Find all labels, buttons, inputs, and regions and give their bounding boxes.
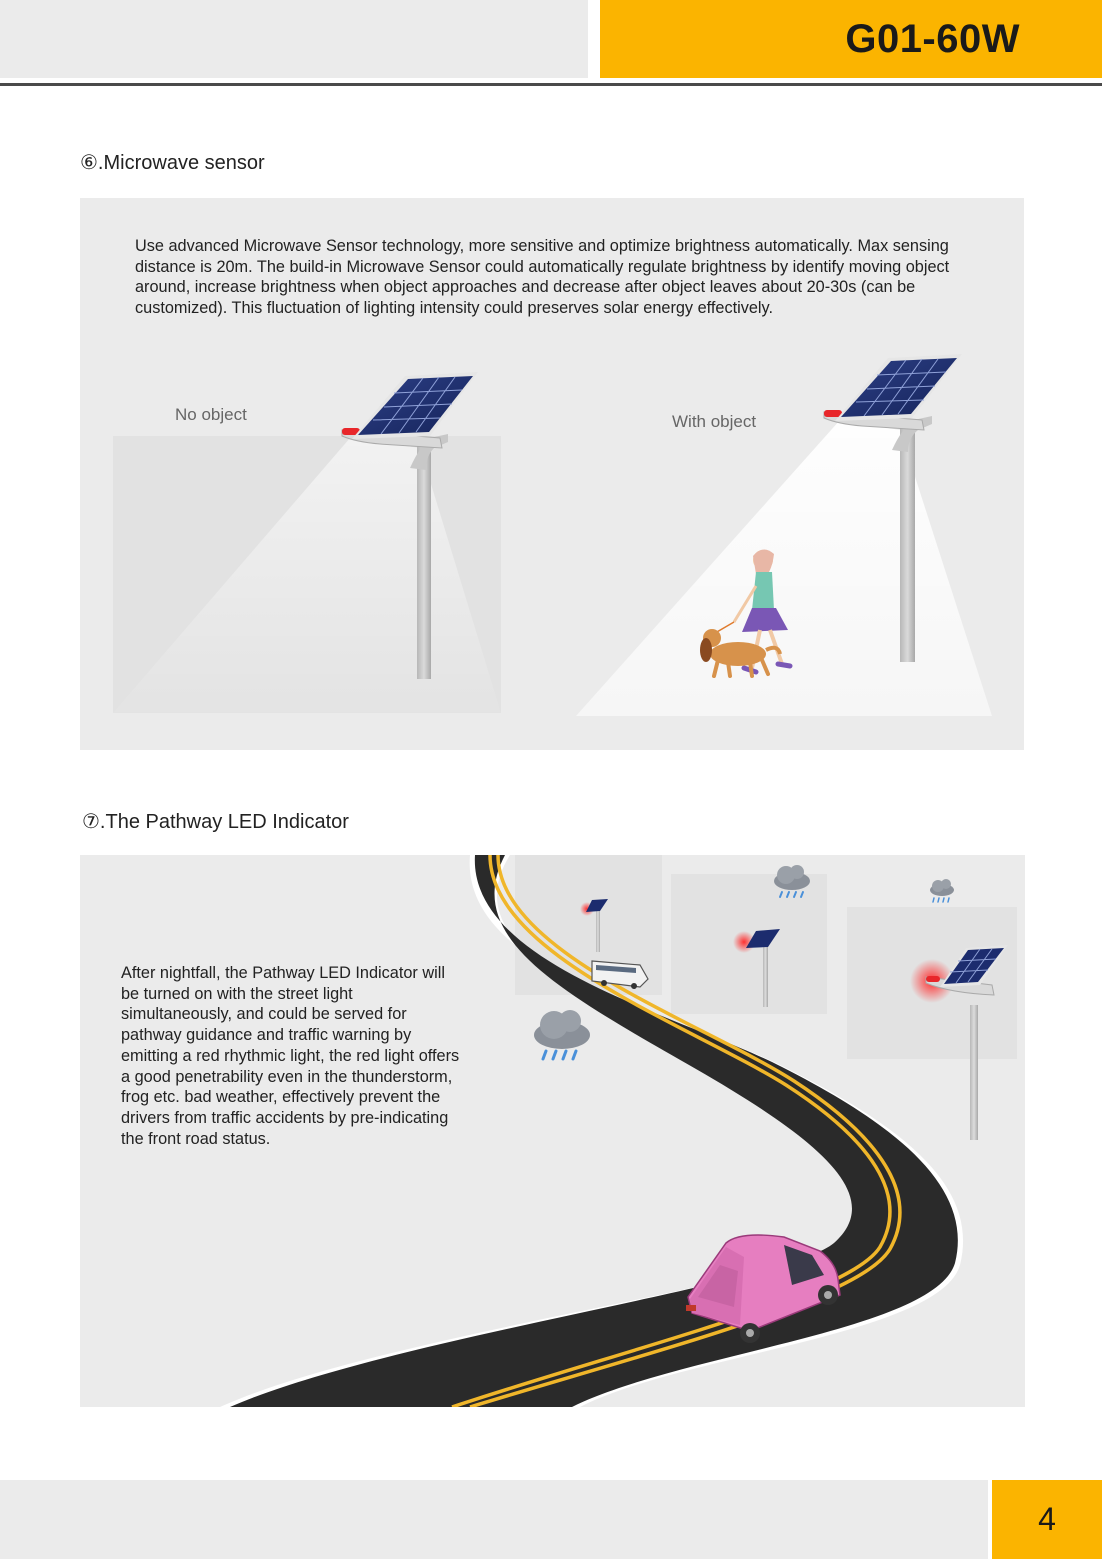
section-title-indicator: ⑦.The Pathway LED Indicator bbox=[82, 811, 349, 833]
label-with-object: With object bbox=[672, 412, 757, 431]
header-bar-left bbox=[0, 0, 588, 78]
label-no-object: No object bbox=[175, 405, 247, 424]
header-divider bbox=[0, 83, 1102, 86]
footer-bar bbox=[0, 1480, 988, 1559]
microwave-description: Use advanced Microwave Sensor technology, more sensitive and optimize brightness automatically. Max sensing distance is 20m. The build-in Microwave Sensor could automatically regulate brightness by identify moving object around, increase brightness when object approaches and decrease after object leaves about 20-30s (can be customized). This fluctuation of lighting intensity could preserves solar energy effectively. bbox=[135, 237, 950, 317]
rain-cloud-icon bbox=[930, 879, 954, 902]
light-beam-bright bbox=[576, 420, 992, 716]
model-title: G01-60W bbox=[845, 16, 1020, 61]
page-number: 4 bbox=[992, 1480, 1102, 1559]
rain-cloud-icon bbox=[534, 1010, 590, 1059]
section-title-microwave: ⑥.Microwave sensor bbox=[80, 152, 265, 174]
indicator-description: After nightfall, the Pathway LED Indicator will be turned on with the street light simultaneously, and could be served for pathway guidance and traffic warning by emitting a red rhythmic light, the red light offers a good penetrability even in the thunderstorm, frog etc. bad weather, effectively prevent the drivers from traffic accidents by pre-indicating the front road status. bbox=[121, 964, 460, 1148]
